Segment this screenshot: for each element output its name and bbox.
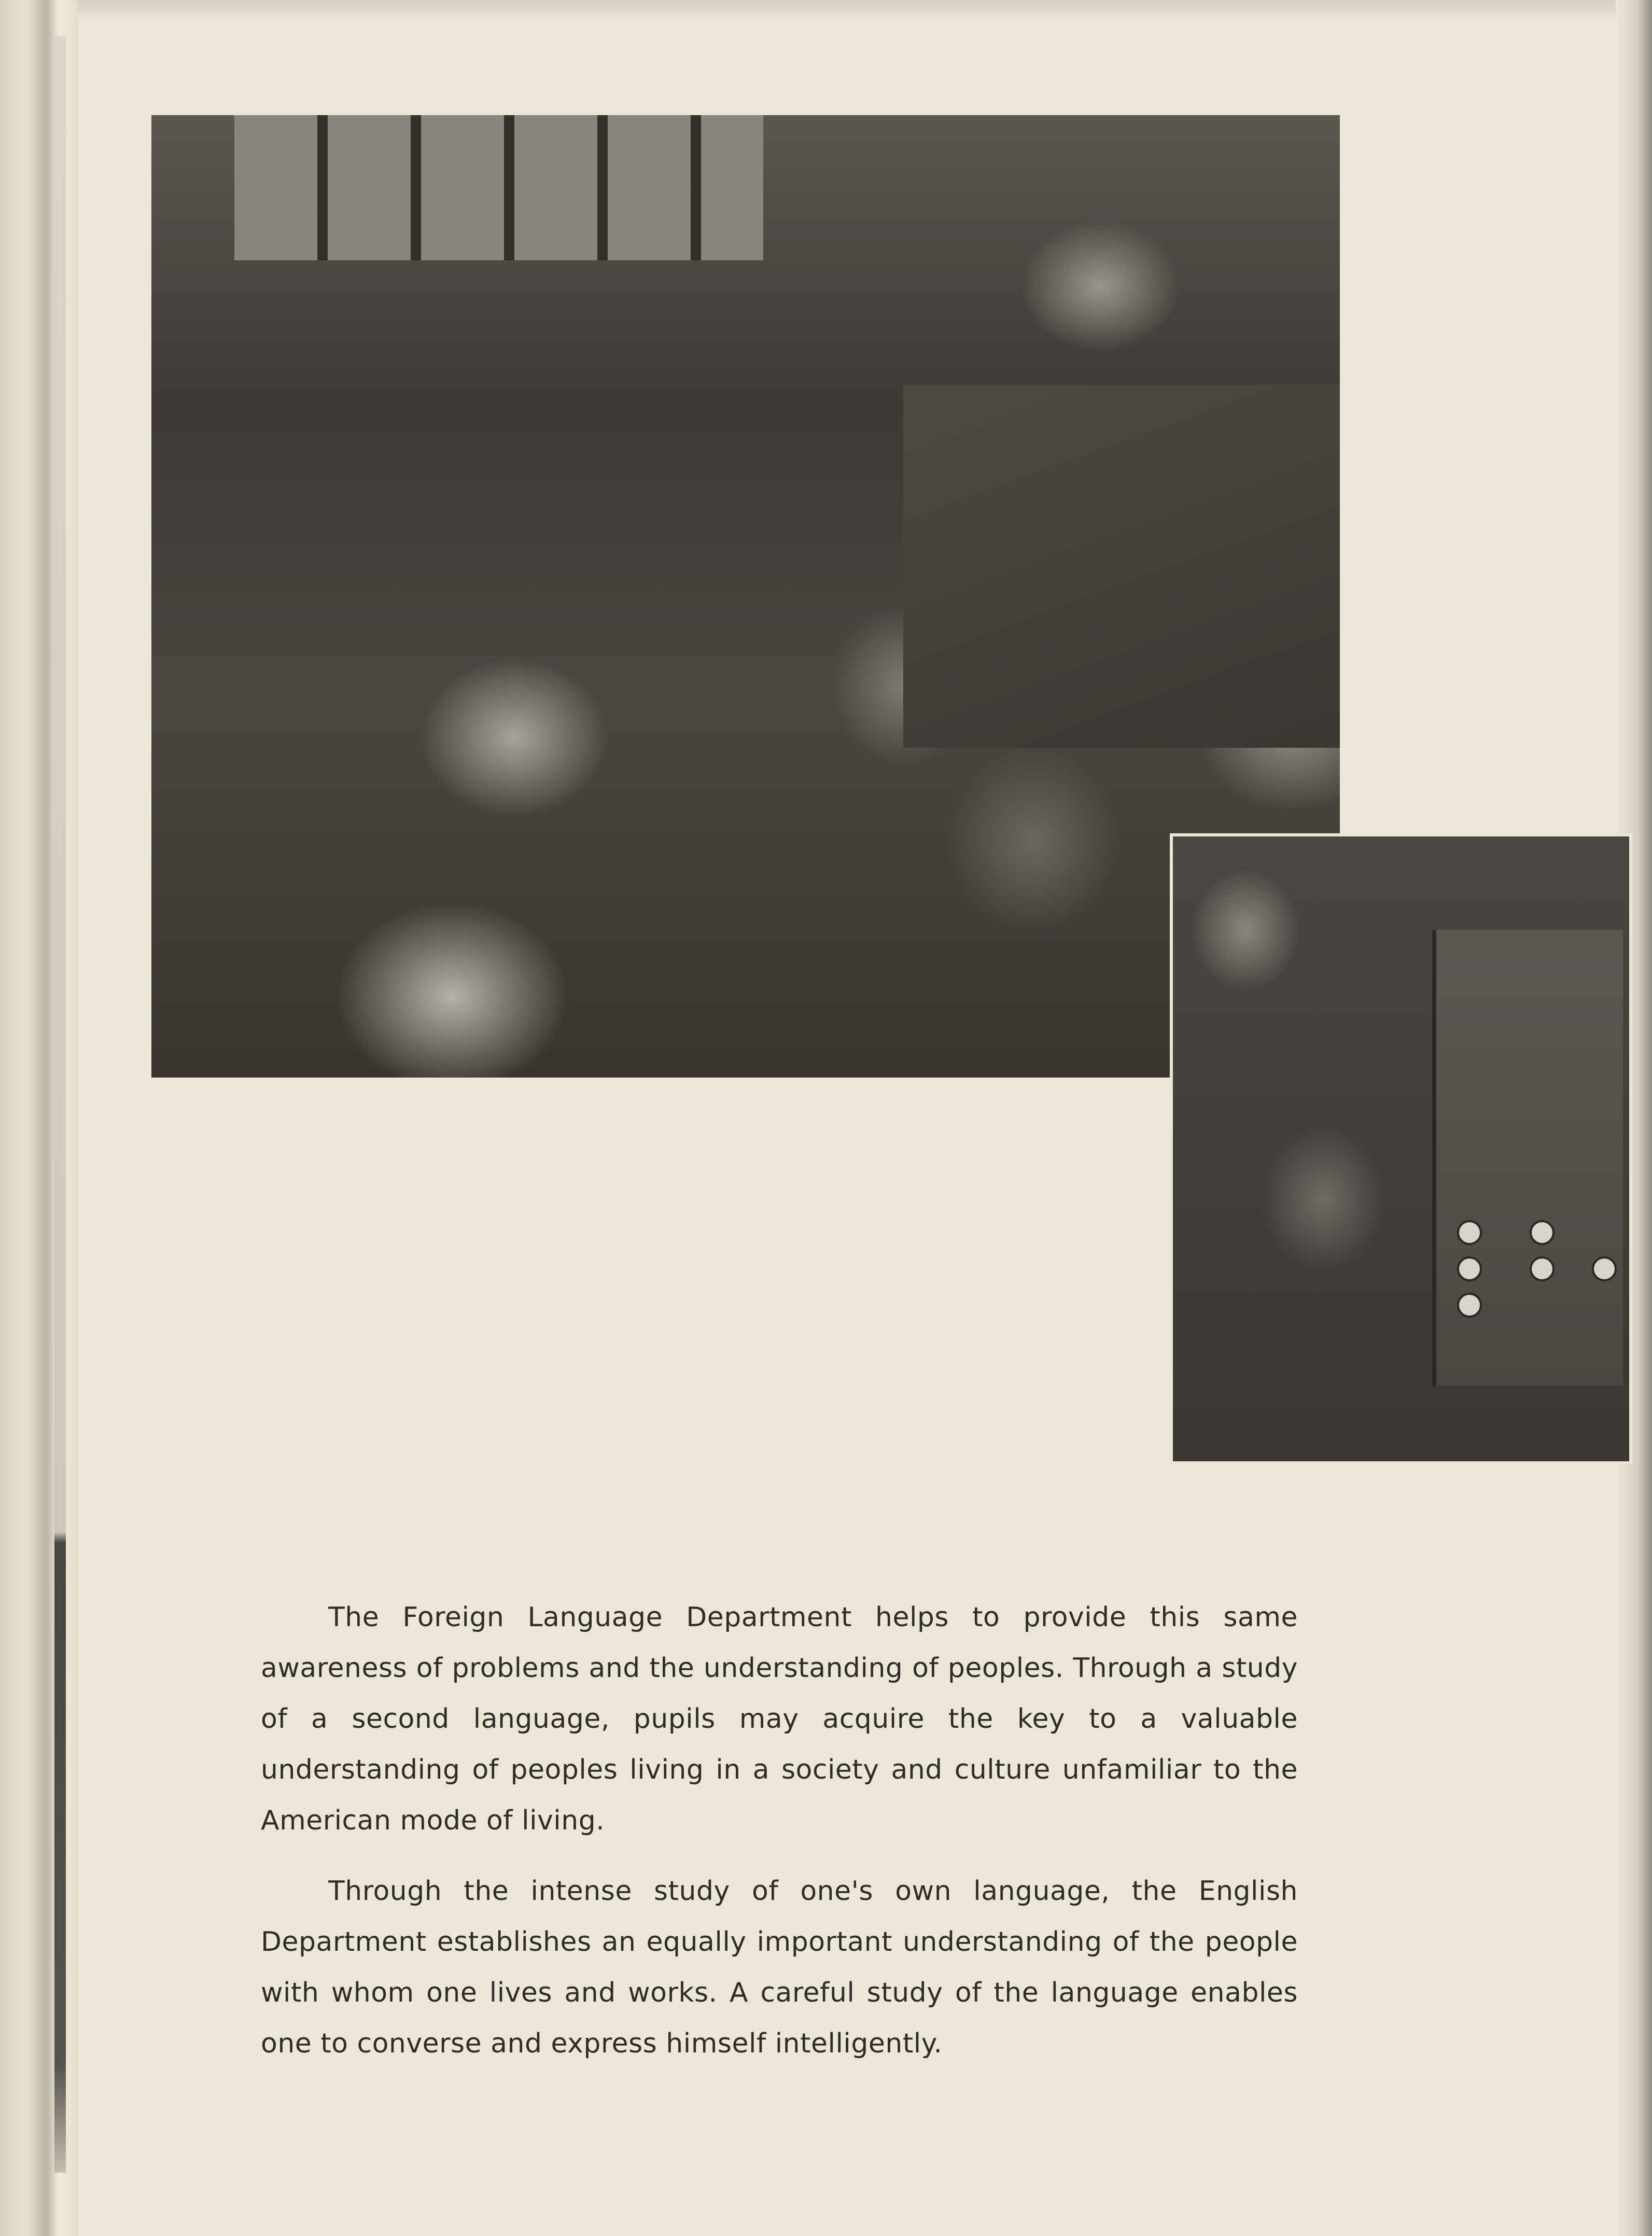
language-lab-photo xyxy=(151,115,1340,1078)
book-spine xyxy=(0,0,78,2236)
console-dial xyxy=(1530,1256,1555,1281)
console-dial xyxy=(1457,1220,1482,1245)
console-dial xyxy=(1457,1293,1482,1318)
body-text xyxy=(261,1592,1298,2069)
page-top-edge xyxy=(78,0,1652,21)
console-dial xyxy=(1530,1220,1555,1245)
paragraph-english: Through the intense study of one's own language, the English Department establishes an equally important understanding of the people with whom one lives and works. A careful study of the language enables one to converse and express himself intelligently. xyxy=(261,1876,1298,2059)
console-panel xyxy=(1432,930,1623,1386)
teacher-booth xyxy=(903,385,1340,748)
console-dial xyxy=(1457,1256,1482,1281)
paragraph-foreign-language: The Foreign Language Department helps to provide this same awareness of problems and the understanding of peoples. Through a study of a second language, pupils may acquire the key to a valuable understanding of peoples living in a society and culture unfamiliar to the American mode of living. xyxy=(261,1602,1298,1836)
console-dial xyxy=(1592,1256,1617,1281)
window-panes xyxy=(234,115,763,260)
binding-edge xyxy=(54,36,66,2173)
control-console-photo xyxy=(1170,833,1632,1464)
